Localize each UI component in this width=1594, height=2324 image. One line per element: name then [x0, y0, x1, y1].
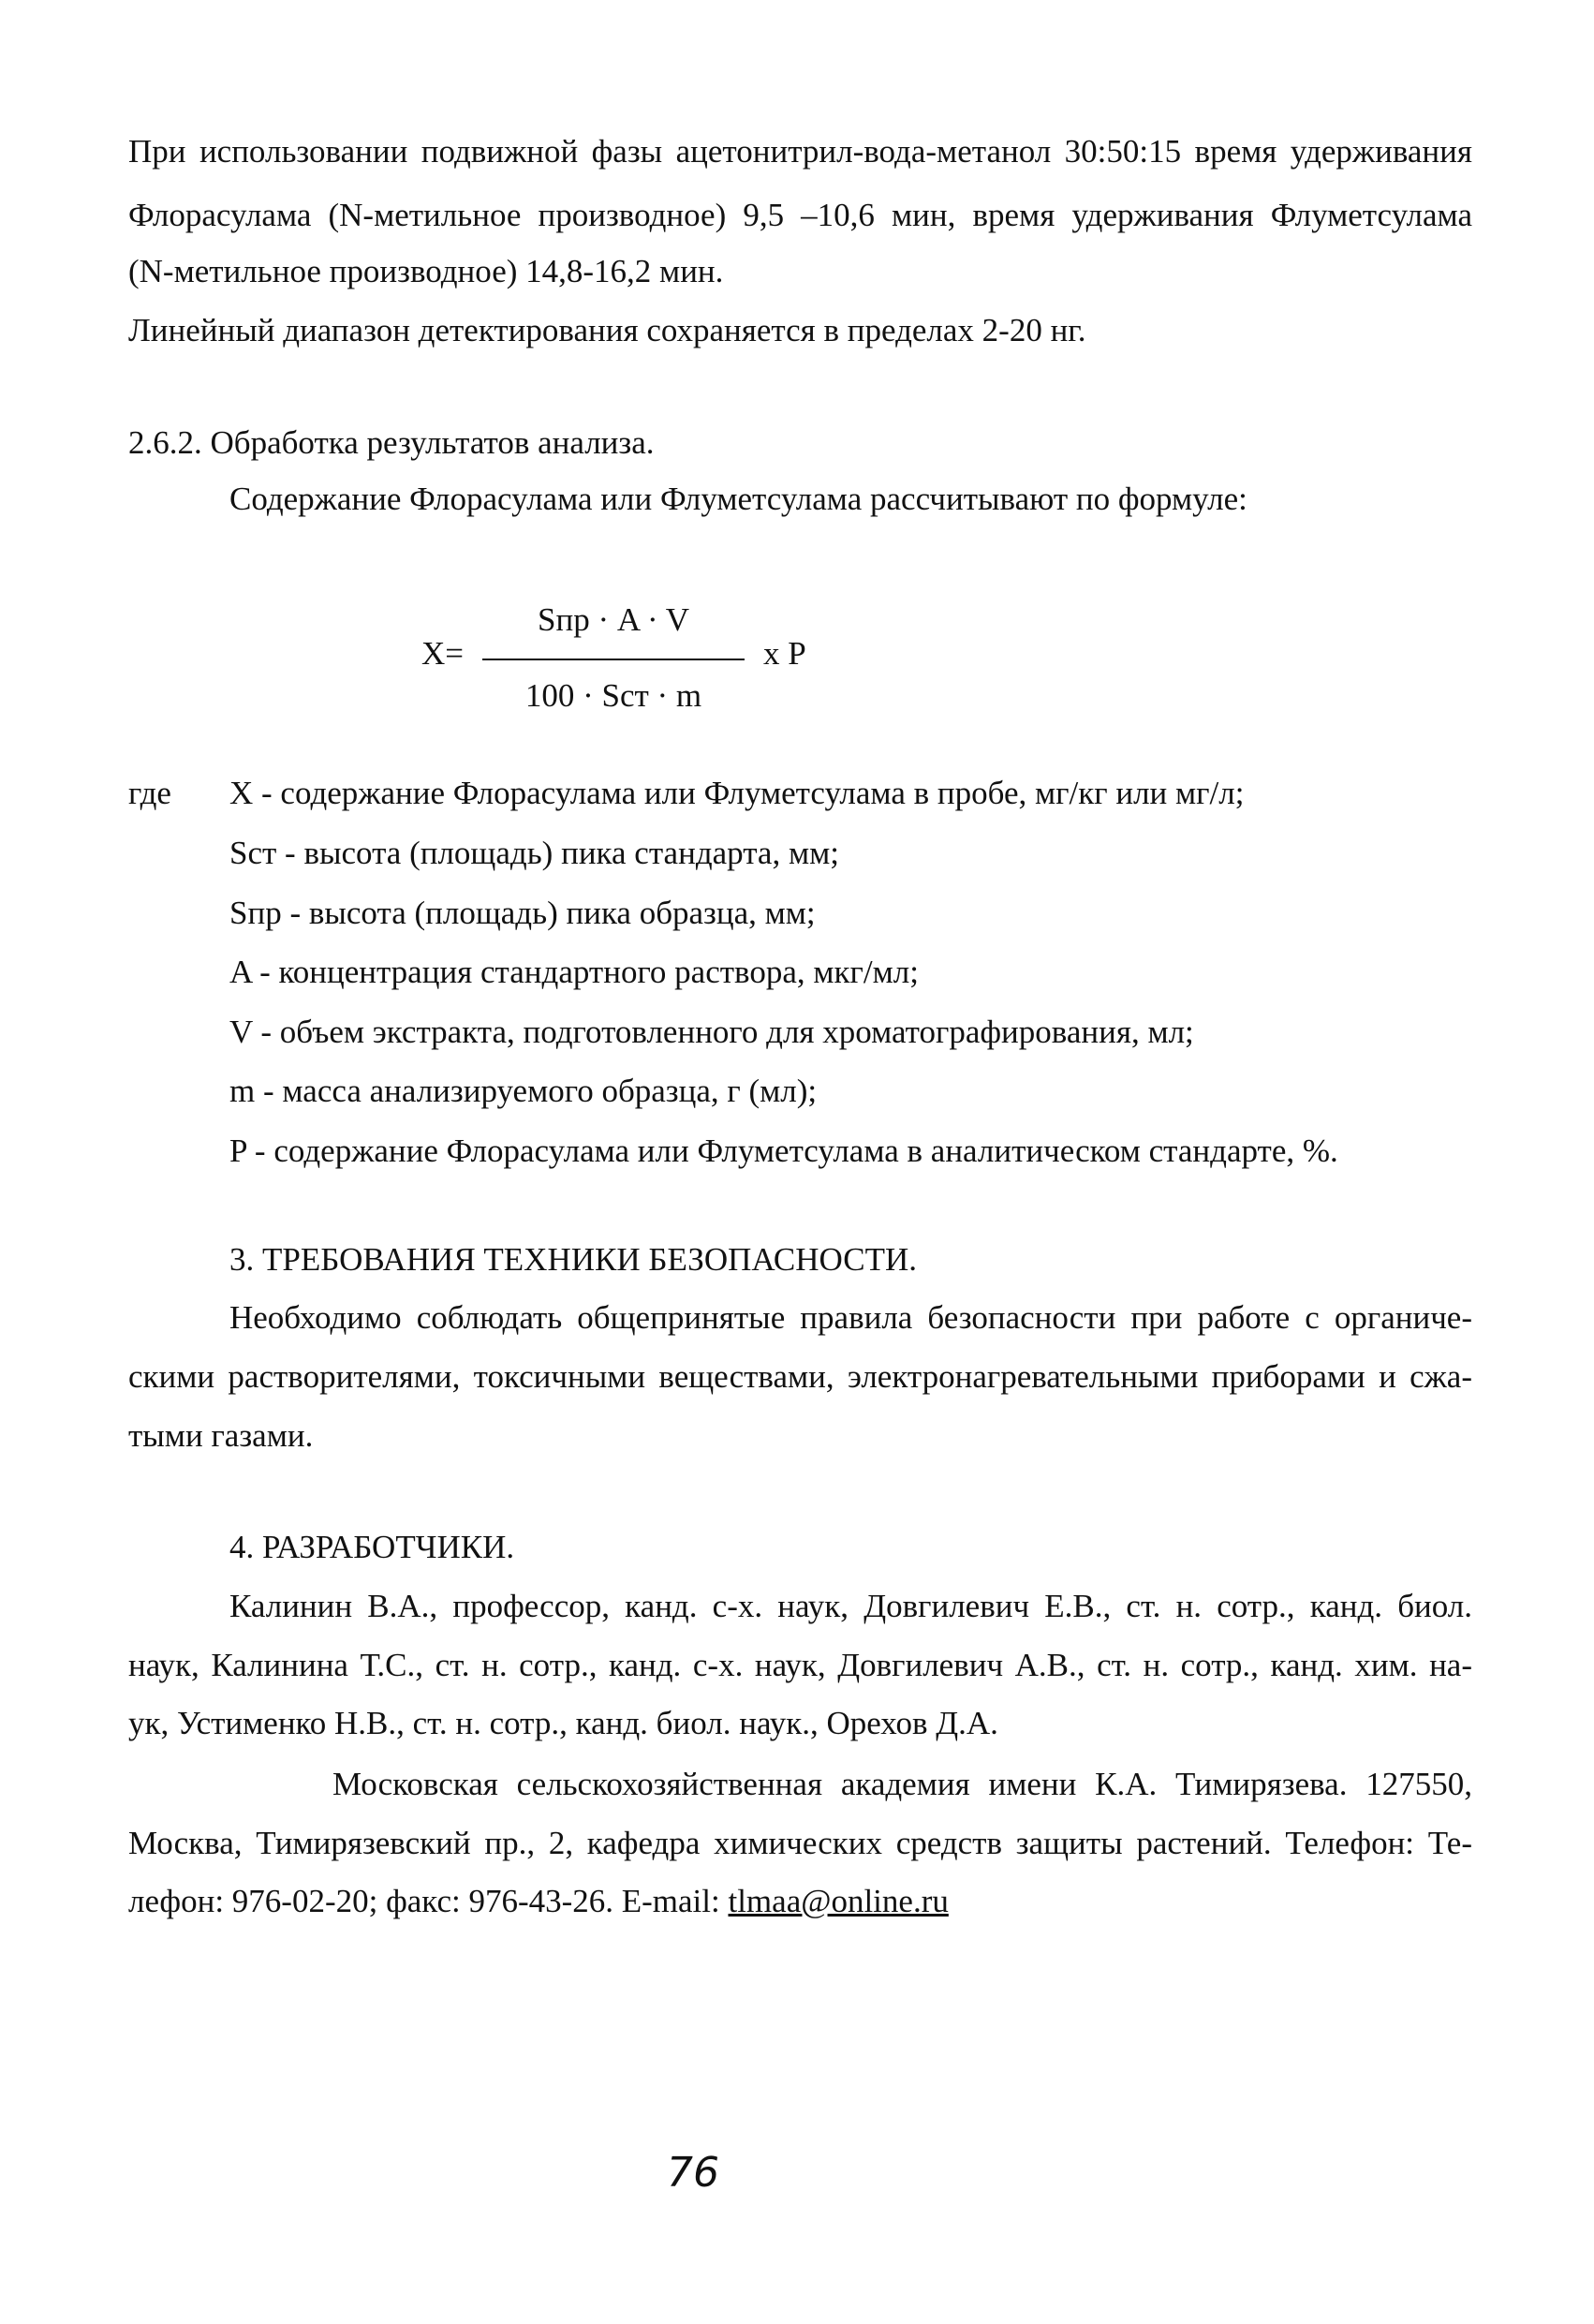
definition-a: A - концентрация стандартного раствора, мкг/мл; [229, 954, 919, 990]
email-link[interactable]: tlmaa@online.ru [728, 1883, 949, 1919]
intro-line-2: Флорасулама (N-метильное производное) 9,5 –10,6 мин, время удерживания Флуметсулама [128, 197, 1472, 233]
safety-line-1: Необходимо соблюдать общепринятые правила безопасности при работе с органиче- [229, 1299, 1472, 1336]
definition-sst: Sст - высота (площадь) пика стандарта, мм; [229, 835, 839, 871]
organization-line-3 [128, 1878, 949, 1925]
formula-denominator: 100 · Sст · m [524, 677, 702, 714]
formula-intro-text: Содержание Флорасулама или Флуметсулама рассчитывают по формуле: [229, 481, 1247, 517]
definition-m: m - масса анализируемого образца, г (мл); [229, 1073, 818, 1109]
definition-p: P - содержание Флорасулама или Флуметсулама в аналитическом стандарте, %. [229, 1132, 1338, 1169]
safety-line-3: тыми газами. [128, 1417, 314, 1454]
definition-spr: Sпр - высота (площадь) пика образца, мм; [229, 895, 816, 931]
intro-line-4: Линейный диапазон детектирования сохраняется в пределах 2-20 нг. [128, 312, 1086, 348]
intro-line-3: (N-метильное производное) 14,8-16,2 мин. [128, 253, 724, 289]
section-heading-3: 3. ТРЕБОВАНИЯ ТЕХНИКИ БЕЗОПАСНОСТИ. [229, 1241, 917, 1278]
formula-numerator: Sпр · A · V [538, 601, 689, 638]
organization-line-2: Москва, Тимирязевский пр., 2, кафедра химических средств защиты растений. Телефон: Те- [128, 1825, 1472, 1861]
fraction-line [482, 659, 745, 660]
page-number: 76 [667, 2149, 719, 2197]
where-label: где [128, 775, 171, 811]
section-heading-2-6-2: 2.6.2. Обработка результатов анализа. [128, 424, 655, 461]
section-heading-4: 4. РАЗРАБОТЧИКИ. [229, 1529, 515, 1565]
intro-line-1: При использовании подвижной фазы ацетонитрил-вода-метанол 30:50:15 время удерживания [128, 133, 1472, 170]
safety-line-2: скими растворителями, токсичными веществами, электронагревательными приборами и сжа- [128, 1358, 1472, 1395]
developers-line-2: наук, Калинина Т.С., ст. н. сотр., канд. с-х. наук, Довгилевич А.В., ст. н. сотр., канд. хим. на- [128, 1647, 1472, 1683]
developers-line-1: Калинин В.А., профессор, канд. с-х. наук, Довгилевич Е.В., ст. н. сотр., канд. биол. [229, 1588, 1472, 1624]
organization-line-1: Московская сельскохозяйственная академия имени К.А. Тимирязева. 127550, [332, 1766, 1472, 1802]
developers-line-3: ук, Устименко Н.В., ст. н. сотр., канд. биол. наук., Орехов Д.А. [128, 1705, 998, 1741]
definition-x: X - содержание Флорасулама или Флуметсулама в пробе, мг/кг или мг/л; [229, 775, 1245, 811]
definition-v: V - объем экстракта, подготовленного для хроматографирования, мл; [229, 1014, 1194, 1050]
contact-text: лефон: 976-02-20; факс: 976-43-26. E-mail: [128, 1883, 729, 1919]
formula-lhs: X= [421, 635, 465, 672]
formula-rhs: x P [763, 635, 806, 672]
